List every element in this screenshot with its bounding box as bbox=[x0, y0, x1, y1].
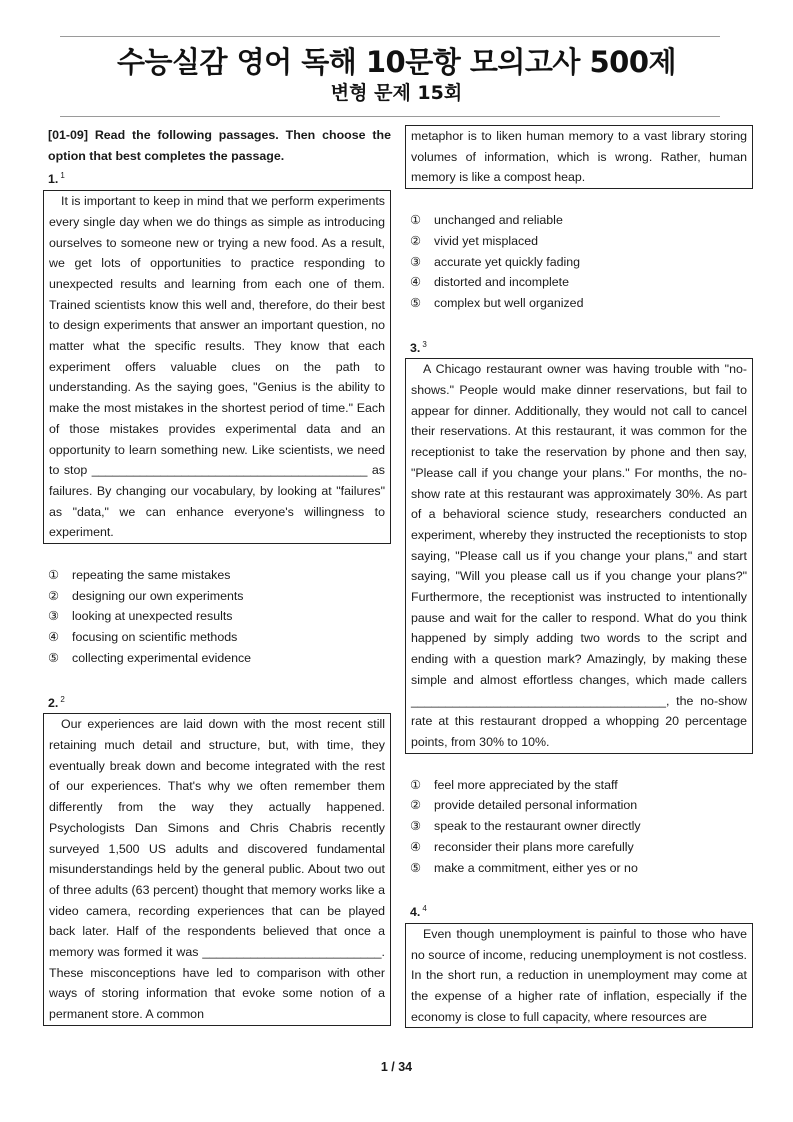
choice-marker: ① bbox=[410, 777, 422, 792]
question-number-text: 1. bbox=[48, 172, 59, 187]
choice-marker: ① bbox=[410, 213, 422, 228]
footnote-marker: 1 bbox=[60, 171, 65, 181]
passage-text: Our experiences are laid down with the most recent still retaining much detail and structure, but, with time, they eventually break down and become integrated with the rest of our experiences. That's why we often remember them differently from the way they actually happened. Psychologists Dan Simons and Chris Chabris recently surveyed 1,500 US adults and discovered fundamental misunderstandings held by the general public. About two out of three adults (63 percent) thought that memory works like a video camera, recording experiences that can be played back later. Half of the respondents believed that once a memory was formed it was __________________________. These misconceptions have led to comparison with other ways of storing information that evoke some notion of a permanent store. A common bbox=[49, 717, 385, 1022]
choice-text: vivid yet misplaced bbox=[434, 233, 538, 248]
footnote-marker: 4 bbox=[422, 904, 427, 914]
choice-marker: ④ bbox=[48, 630, 60, 645]
footnote-marker: 3 bbox=[422, 339, 427, 349]
choice-option[interactable] bbox=[410, 858, 753, 879]
title-rule bbox=[60, 116, 720, 117]
page-indicator: 1 / 34 bbox=[380, 1060, 413, 1074]
passage-box-2a bbox=[43, 713, 391, 1026]
passage-box-2b bbox=[405, 125, 753, 189]
choice-option[interactable] bbox=[410, 272, 753, 293]
question-number-text: 4. bbox=[410, 905, 421, 920]
choice-text: make a commitment, either yes or no bbox=[434, 860, 638, 875]
choice-option[interactable] bbox=[410, 795, 753, 816]
choice-text: focusing on scientific methods bbox=[72, 630, 238, 645]
choice-text: complex but well organized bbox=[434, 295, 584, 310]
top-rule bbox=[60, 36, 720, 37]
answer-choices-1 bbox=[43, 565, 391, 669]
question-number-3 bbox=[405, 335, 753, 359]
choice-option[interactable] bbox=[410, 816, 753, 837]
passage-text: A Chicago restaurant owner was having trouble with "no-shows." People would make dinner reservations, but fail to appear for dinner. Additionally, they would not call to cancel their reservations. At this restaurant, it was common for the receptionist to take the reservation by phone and then say, "Please call if you change your plans." For months, the no-show rate at this restaurant was approximately 30%. As part of a behavioral science study, researchers conducted an experiment, whereby they instructed the receptionists to stop saying, "Please call us if you change your plans," and start saying, "Will you please call us if you change your plans?" Furthermore, the receptionist was instructed to intentionally pause and wait for the caller to respond. What do you think happened by simply adding two words to the script and ending with a question mark? Amazingly, by making these simple and almost effortless changes, which made callers _____________________________________, the no-show rate at this restaurant dropped a whopping 20 percentage points, from 30% to 10%. bbox=[411, 362, 747, 749]
choice-marker: ② bbox=[410, 798, 422, 813]
choice-marker: ② bbox=[410, 233, 422, 248]
choice-text: unchanged and reliable bbox=[434, 213, 563, 228]
question-number-4 bbox=[405, 899, 753, 923]
right-column bbox=[405, 125, 753, 1028]
question-number-text: 2. bbox=[48, 695, 59, 710]
choice-marker: ④ bbox=[410, 839, 422, 854]
passage-text: It is important to keep in mind that we perform experiments every single day when we do things as simple as introducing ourselves to someone new or trying a new food. As a result, we get lots of opportunities to practice responding to unexpected results and learning from each one of them. Trained scientists know this well and, therefore, do their best to design experiments that answer an important question, no matter what the specific results. They know that each experiment offers valuable clues on the path to understanding. As the saying goes, "Genius is the ability to make the most mistakes in the shortest period of time." Each of those mistakes provides experimental data and an opportunity to learn something new. Like scientists, we need to stop ________________________________________ as failures. By changing our vocabulary, by looking at "failures" as "data," we can enhance everyone's willingness to experiment. bbox=[49, 194, 385, 540]
passage-box-3 bbox=[405, 358, 753, 753]
passage-box-1 bbox=[43, 190, 391, 544]
passage-box-4 bbox=[405, 923, 753, 1029]
answer-choices-3 bbox=[405, 775, 753, 879]
question-number-text: 3. bbox=[410, 340, 421, 355]
page-title: 수능실감 영어 독해 10문항 모의고사 500제 bbox=[116, 45, 677, 79]
choice-marker: ⑤ bbox=[48, 650, 60, 665]
choice-text: provide detailed personal information bbox=[434, 798, 638, 813]
choice-text: accurate yet quickly fading bbox=[434, 254, 581, 269]
question-number-2 bbox=[43, 690, 391, 714]
question-number-1 bbox=[43, 166, 391, 190]
choice-marker: ③ bbox=[410, 819, 422, 834]
choice-text: speak to the restaurant owner directly bbox=[434, 819, 641, 834]
passage-text: metaphor is to liken human memory to a vast library storing volumes of information, which is wrong. Rather, human memory is like a compost heap. bbox=[411, 129, 747, 185]
choice-marker: ⑤ bbox=[410, 295, 422, 310]
left-column bbox=[43, 125, 391, 1026]
choice-option[interactable] bbox=[410, 231, 753, 252]
choice-option[interactable] bbox=[410, 252, 753, 273]
choice-text: repeating the same mistakes bbox=[72, 568, 231, 583]
passage-text: Even though unemployment is painful to those who have no source of income, reducing unemployment is not costless. In the short run, a reduction in unemployment may come at the expense of a higher rate of inflation, especially if the economy is close to full capacity, where resources are bbox=[411, 926, 747, 1024]
choice-text: looking at unexpected results bbox=[72, 609, 233, 624]
choice-text: distorted and incomplete bbox=[434, 275, 570, 290]
instructions: [01-09] Read the following passages. Then choose the option that best completes the passage. bbox=[48, 128, 391, 163]
choice-marker: ① bbox=[48, 568, 60, 583]
choice-option[interactable] bbox=[410, 210, 753, 231]
choice-text: designing our own experiments bbox=[72, 588, 244, 603]
choice-marker: ④ bbox=[410, 275, 422, 290]
page-subtitle: 변형 문제 15회 bbox=[330, 82, 463, 104]
choice-text: collecting experimental evidence bbox=[72, 650, 252, 665]
footnote-marker: 2 bbox=[60, 694, 65, 704]
choice-option[interactable] bbox=[48, 606, 391, 627]
choice-marker: ③ bbox=[410, 254, 422, 269]
choice-option[interactable] bbox=[410, 293, 753, 314]
choice-option[interactable] bbox=[410, 837, 753, 858]
choice-marker: ⑤ bbox=[410, 860, 422, 875]
choice-marker: ② bbox=[48, 588, 60, 603]
choice-text: reconsider their plans more carefully bbox=[434, 839, 634, 854]
choice-option[interactable] bbox=[410, 775, 753, 796]
answer-choices-2 bbox=[405, 210, 753, 314]
choice-option[interactable] bbox=[48, 627, 391, 648]
choice-marker: ③ bbox=[48, 609, 60, 624]
choice-option[interactable] bbox=[48, 565, 391, 586]
choice-option[interactable] bbox=[48, 586, 391, 607]
choice-option[interactable] bbox=[48, 648, 391, 669]
choice-text: feel more appreciated by the staff bbox=[434, 777, 618, 792]
